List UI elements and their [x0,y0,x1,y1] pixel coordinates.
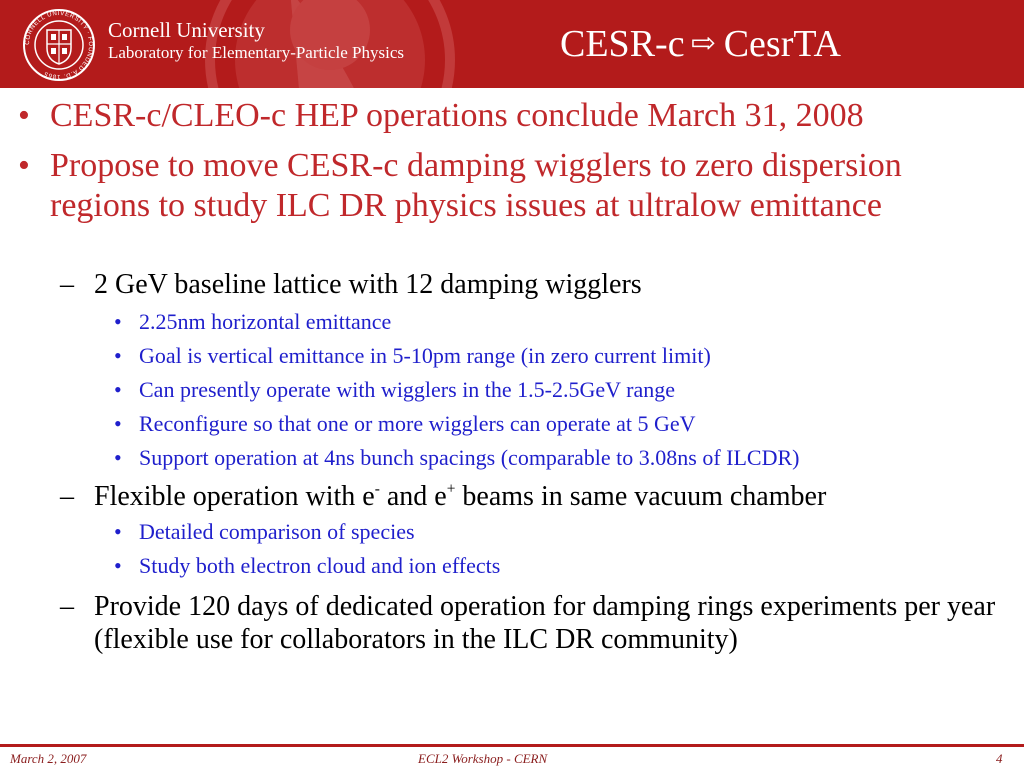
bullet-marker: • [18,97,30,134]
header-band [0,0,1024,88]
footer-date: March 2, 2007 [10,751,87,766]
bullet-marker: • [114,445,122,470]
right-arrow-icon: ⇨ [690,27,716,60]
dash-marker: – [60,269,74,300]
detail-text: 2.25nm horizontal emittance [139,309,392,334]
slide-title [560,22,841,66]
sub-bullet-text [94,480,1009,513]
svg-text:CORNELL UNIVERSITY · FOUNDED A: CORNELL UNIVERSITY · FOUNDED A.D. 1865 [23,9,95,81]
title-right: CesrTA [723,23,841,65]
detail-text: Support operation at 4ns bunch spacings (comparable to 3.08ns of ILCDR) [139,445,800,470]
org-laboratory: Laboratory for Elementary-Particle Physics [108,43,404,62]
dash-marker: – [60,481,74,512]
detail-text: Reconfigure so that one or more wigglers can operate at 5 GeV [139,411,696,436]
detail-text: Study both electron cloud and ion effects [139,553,501,578]
dash-marker: – [60,591,74,622]
cornell-seal-logo [22,8,96,82]
superscript-minus: - [374,480,380,498]
sub-bullet-text: 2 GeV baseline lattice with 12 damping wigglers [94,269,642,300]
bullet-marker: • [114,411,122,436]
sub-bullet-text: Provide 120 days of dedicated operation for damping rings experiments per year (flexible use for collaborators in the ILC DR community) [94,591,996,655]
detail-text: Can presently operate with wigglers in the 1.5-2.5GeV range [139,377,676,402]
bullet-marker: • [18,147,30,184]
bullet-marker: • [114,309,122,334]
organization-name [108,18,404,64]
bullet-marker: • [114,377,122,402]
footer-event: ECL2 Workshop - CERN [418,751,548,766]
title-left: CESR-c [560,23,685,65]
text-segment: Flexible operation with e [94,481,375,512]
superscript-plus: + [446,480,456,498]
detail-text: Goal is vertical emittance in 5-10pm range (in zero current limit) [139,343,711,368]
text-segment: and e [379,481,447,512]
bullet-text: Propose to move CESR-c damping wigglers to zero dispersion regions to study ILC DR physics issues at ultralow emittance [50,147,902,224]
bullet-text: CESR-c/CLEO-c HEP operations conclude March 31, 2008 [50,97,864,134]
bullet-marker: • [114,343,122,368]
org-university: Cornell University [108,18,265,42]
bullet-marker: • [114,553,122,578]
footer-page-number: 4 [996,751,1003,766]
detail-text: Detailed comparison of species [139,519,415,544]
text-segment: beams in same vacuum chamber [455,481,827,512]
bullet-marker: • [114,519,122,544]
footer-divider [0,744,1024,747]
